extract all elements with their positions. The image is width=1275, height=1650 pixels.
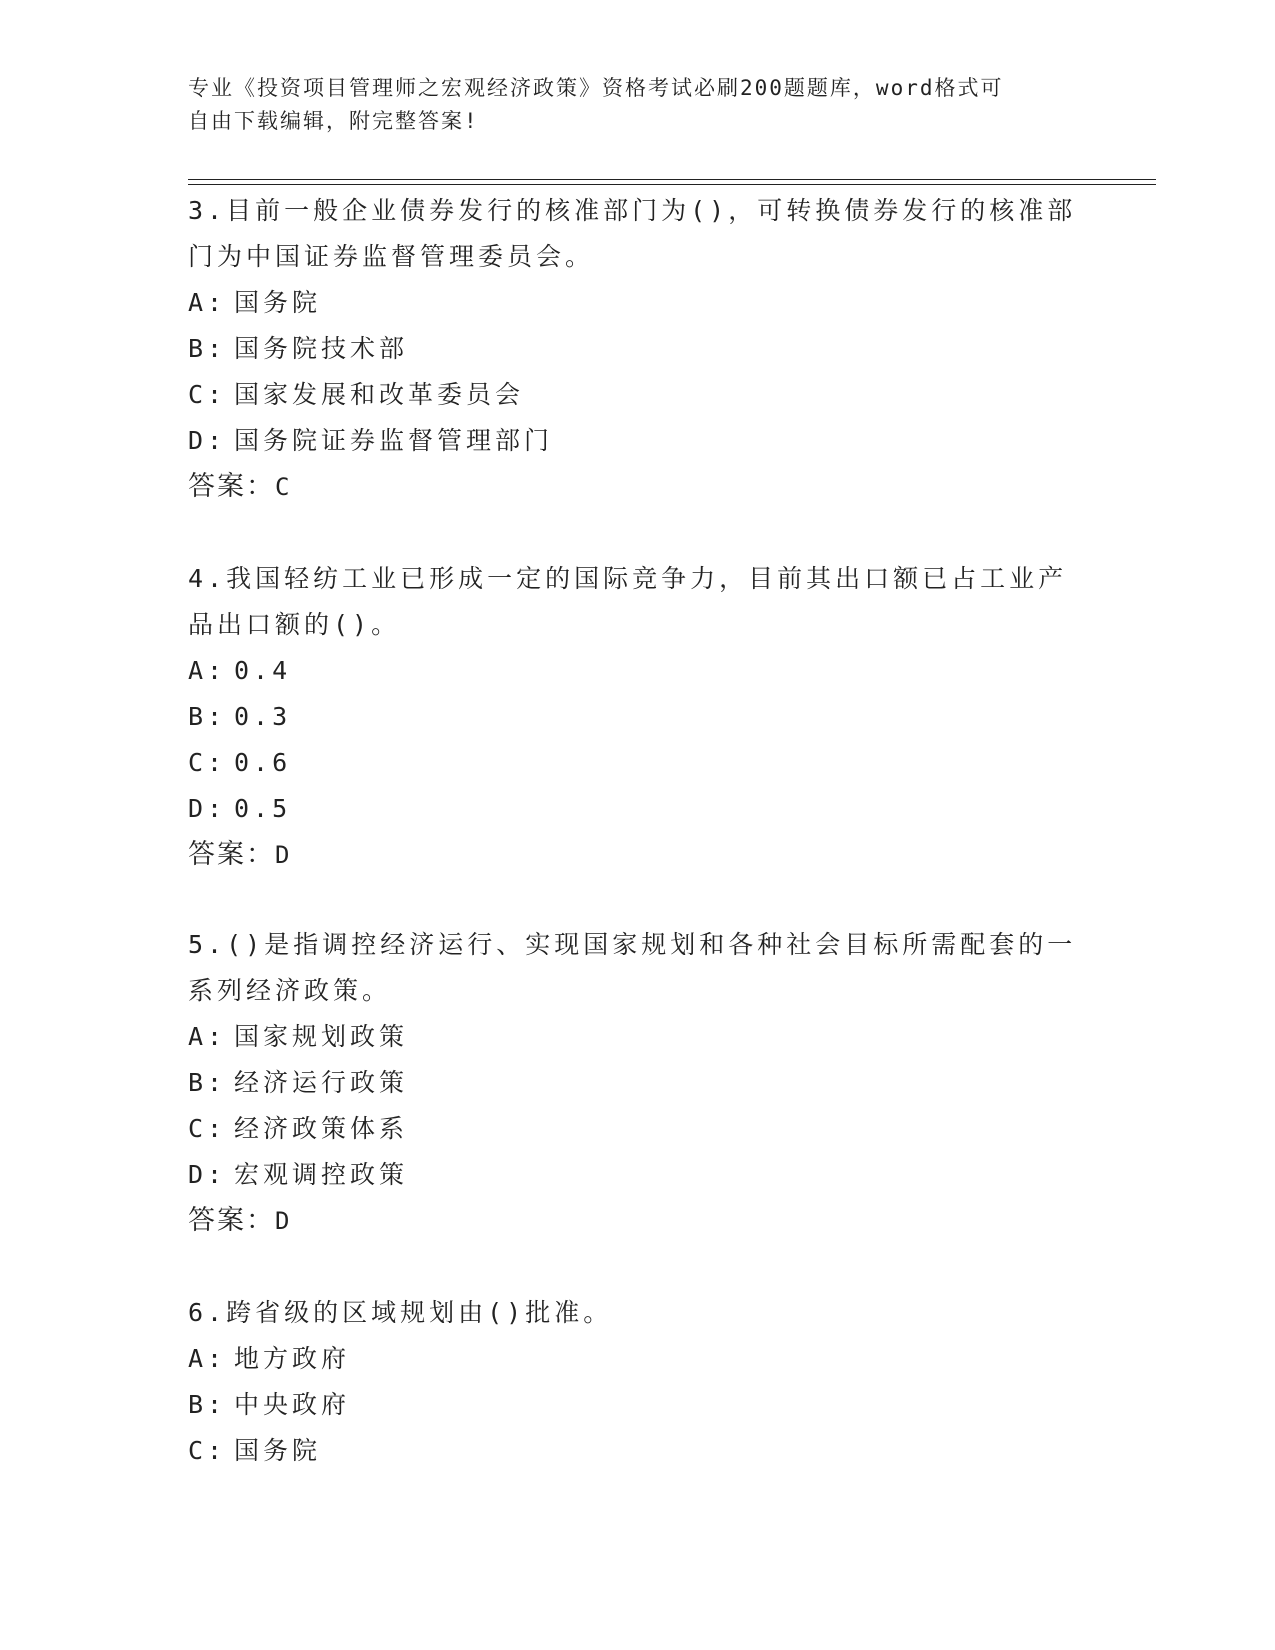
option-b: [188, 1060, 1088, 1106]
question-stem-line-2: 品出口额的()。: [188, 610, 401, 639]
option-letter: B:: [188, 1068, 227, 1097]
option-letter: B:: [188, 702, 227, 731]
option-letter: A:: [188, 1022, 227, 1051]
option-b: [188, 326, 1088, 372]
option-a: [188, 648, 1088, 694]
option-text: 国家规划政策: [234, 1022, 409, 1051]
question-stem-line-1: 4.我国轻纺工业已形成一定的国际竞争力，目前其出口额已占工业产: [188, 564, 1068, 593]
option-text: 0.3: [234, 702, 292, 731]
question-6: [188, 1290, 1088, 1474]
option-letter: D:: [188, 794, 227, 823]
answer-value: C: [275, 473, 292, 501]
option-d: [188, 418, 1088, 464]
option-a: [188, 280, 1088, 326]
option-text: 0.6: [234, 748, 292, 777]
option-letter: D:: [188, 1160, 227, 1189]
question-stem-line-2: 门为中国证券监督管理委员会。: [188, 242, 595, 271]
option-c: [188, 1428, 1088, 1474]
option-text: 地方政府: [234, 1344, 351, 1373]
answer-label: 答案：: [188, 839, 275, 870]
question-5: [188, 922, 1088, 1244]
answer-line: [188, 464, 1088, 510]
option-d: [188, 1152, 1088, 1198]
option-letter: B:: [188, 1390, 227, 1419]
option-letter: A:: [188, 288, 227, 317]
document-header: [188, 72, 1068, 138]
option-text: 0.4: [234, 656, 292, 685]
answer-line: [188, 832, 1088, 878]
answer-line: [188, 1198, 1088, 1244]
question-stem-line-1: 5.()是指调控经济运行、实现国家规划和各种社会目标所需配套的一: [188, 930, 1077, 959]
option-text: 国务院证券监督管理部门: [234, 426, 554, 455]
option-letter: A:: [188, 656, 227, 685]
option-text: 国务院: [234, 1436, 322, 1465]
question-stem-line-2: 系列经济政策。: [188, 976, 392, 1005]
answer-value: D: [275, 841, 292, 869]
option-letter: C:: [188, 1114, 227, 1143]
answer-label: 答案：: [188, 1205, 275, 1236]
option-c: [188, 1106, 1088, 1152]
header-line-1: 专业《投资项目管理师之宏观经济政策》资格考试必刷200题题库，word格式可: [188, 76, 1004, 100]
option-a: [188, 1336, 1088, 1382]
header-divider-bottom: [188, 184, 1156, 185]
option-text: 经济运行政策: [234, 1068, 409, 1097]
option-b: [188, 694, 1088, 740]
option-c: [188, 740, 1088, 786]
option-letter: C:: [188, 380, 227, 409]
option-letter: C:: [188, 1436, 227, 1465]
option-letter: C:: [188, 748, 227, 777]
option-text: 经济政策体系: [234, 1114, 409, 1143]
option-d: [188, 786, 1088, 832]
option-text: 宏观调控政策: [234, 1160, 409, 1189]
option-letter: D:: [188, 426, 227, 455]
option-text: 国务院: [234, 288, 322, 317]
option-letter: A:: [188, 1344, 227, 1373]
option-c: [188, 372, 1088, 418]
answer-value: D: [275, 1207, 292, 1235]
question-stem-line-1: 6.跨省级的区域规划由()批准。: [188, 1298, 613, 1327]
option-a: [188, 1014, 1088, 1060]
question-4: [188, 556, 1088, 878]
question-stem-line-1: 3.目前一般企业债券发行的核准部门为()，可转换债券发行的核准部: [188, 196, 1077, 225]
option-text: 国务院技术部: [234, 334, 409, 363]
question-3: [188, 188, 1088, 510]
option-letter: B:: [188, 334, 227, 363]
option-text: 0.5: [234, 794, 292, 823]
answer-label: 答案：: [188, 471, 275, 502]
option-text: 中央政府: [234, 1390, 351, 1419]
option-b: [188, 1382, 1088, 1428]
option-text: 国家发展和改革委员会: [234, 380, 525, 409]
header-divider-top: [188, 179, 1156, 180]
header-line-2: 自由下载编辑，附完整答案!: [188, 109, 479, 133]
